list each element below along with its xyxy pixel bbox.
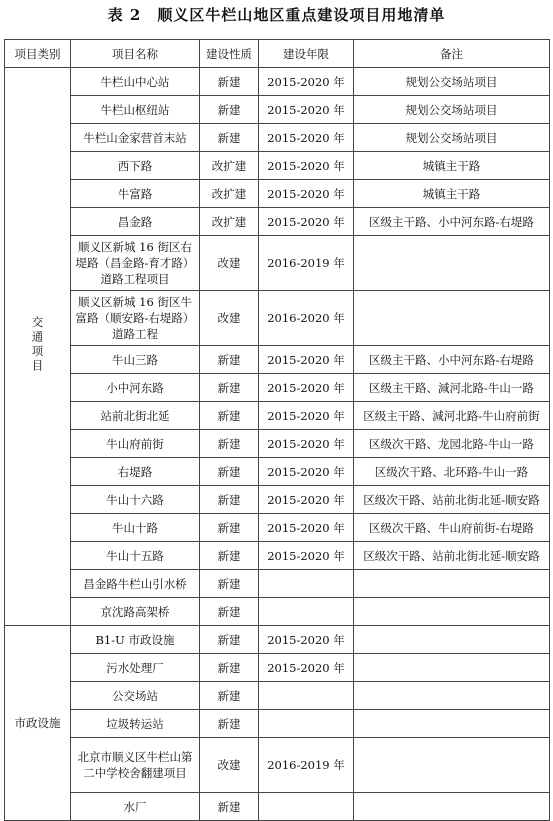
note-cell: 区级主干路、小中河东路-右堤路: [354, 346, 550, 374]
years-cell: 2015-2020 年: [259, 430, 354, 458]
note-cell: 区级次干路、站前北街北延-顺安路: [354, 486, 550, 514]
category-label: 市政设施: [14, 716, 61, 730]
note-cell: 规划公交场站项目: [354, 96, 550, 124]
nature-cell: 新建: [200, 430, 259, 458]
table-row: [5, 682, 550, 710]
years-cell: 2015-2020 年: [259, 346, 354, 374]
nature-cell: 新建: [200, 374, 259, 402]
table-body: [5, 68, 550, 821]
header-name: 项目名称: [71, 40, 200, 68]
category-cell: [5, 626, 71, 821]
note-cell: 区级次干路、北环路-牛山一路: [354, 458, 550, 486]
project-name-cell: 牛栏山枢纽站: [71, 96, 200, 124]
nature-cell: 改建: [200, 738, 259, 793]
years-cell: 2015-2020 年: [259, 514, 354, 542]
nature-cell: 新建: [200, 514, 259, 542]
project-name-cell: 牛山三路: [71, 346, 200, 374]
table-row: [5, 236, 550, 291]
table-row: [5, 738, 550, 793]
note-cell: [354, 710, 550, 738]
note-cell: [354, 291, 550, 346]
nature-cell: 新建: [200, 682, 259, 710]
table-row: [5, 152, 550, 180]
nature-cell: 新建: [200, 570, 259, 598]
project-name-cell: 牛山十路: [71, 514, 200, 542]
note-cell: 区级主干路、減河北路-牛山府前街: [354, 402, 550, 430]
years-cell: 2016-2019 年: [259, 738, 354, 793]
table-row: [5, 96, 550, 124]
nature-cell: 新建: [200, 402, 259, 430]
header-row: [5, 40, 550, 68]
nature-cell: 新建: [200, 124, 259, 152]
note-cell: 规划公交场站项目: [354, 68, 550, 96]
years-cell: 2015-2020 年: [259, 542, 354, 570]
nature-cell: 改扩建: [200, 208, 259, 236]
nature-cell: 新建: [200, 68, 259, 96]
table-row: [5, 514, 550, 542]
years-cell: [259, 570, 354, 598]
project-name-cell: 水厂: [71, 793, 200, 821]
years-cell: 2015-2020 年: [259, 180, 354, 208]
note-cell: [354, 654, 550, 682]
project-name-cell: 牛栏山中心站: [71, 68, 200, 96]
years-cell: 2015-2020 年: [259, 68, 354, 96]
note-cell: 区级主干路、減河北路-牛山一路: [354, 374, 550, 402]
table-row: [5, 346, 550, 374]
category-label: 交通项目: [30, 315, 45, 374]
years-cell: 2015-2020 年: [259, 458, 354, 486]
nature-cell: 新建: [200, 598, 259, 626]
project-name-cell: 牛富路: [71, 180, 200, 208]
table-row: [5, 458, 550, 486]
nature-cell: 改扩建: [200, 180, 259, 208]
project-name-cell: 垃圾转运站: [71, 710, 200, 738]
project-name-cell: 京沈路高架桥: [71, 598, 200, 626]
note-cell: 区级次干路、龙园北路-牛山一路: [354, 430, 550, 458]
project-name-cell: 牛栏山金家营首末站: [71, 124, 200, 152]
table-title: 表 2 顺义区牛栏山地区重点建设项目用地清单: [107, 6, 446, 24]
project-name-cell: 顺义区新城 16 街区牛富路（顺安路-右堤路）道路工程: [71, 291, 200, 346]
nature-cell: 新建: [200, 486, 259, 514]
project-name-cell: 昌金路: [71, 208, 200, 236]
nature-cell: 新建: [200, 710, 259, 738]
land-use-table: [4, 39, 550, 821]
table-row: [5, 654, 550, 682]
category-cell: [5, 68, 71, 626]
table-row: [5, 626, 550, 654]
note-cell: 规划公交场站项目: [354, 124, 550, 152]
nature-cell: 新建: [200, 626, 259, 654]
table-row: [5, 598, 550, 626]
nature-cell: 新建: [200, 96, 259, 124]
note-cell: [354, 682, 550, 710]
project-name-cell: 公交场站: [71, 682, 200, 710]
table-row: [5, 430, 550, 458]
table-row: [5, 291, 550, 346]
note-cell: 区级次干路、牛山府前街-右堤路: [354, 514, 550, 542]
note-cell: 区级次干路、站前北街北延-顺安路: [354, 542, 550, 570]
nature-cell: 新建: [200, 458, 259, 486]
nature-cell: 新建: [200, 654, 259, 682]
note-cell: [354, 626, 550, 654]
header-years: 建设年限: [259, 40, 354, 68]
table-row: [5, 68, 550, 96]
nature-cell: 新建: [200, 793, 259, 821]
years-cell: 2015-2020 年: [259, 654, 354, 682]
years-cell: 2015-2020 年: [259, 402, 354, 430]
years-cell: [259, 598, 354, 626]
years-cell: 2015-2020 年: [259, 374, 354, 402]
nature-cell: 改建: [200, 291, 259, 346]
project-name-cell: 牛山十六路: [71, 486, 200, 514]
note-cell: [354, 598, 550, 626]
nature-cell: 新建: [200, 346, 259, 374]
header-category: 项目类别: [5, 40, 71, 68]
years-cell: 2015-2020 年: [259, 486, 354, 514]
project-name-cell: 右堤路: [71, 458, 200, 486]
note-cell: 区级主干路、小中河东路-右堤路: [354, 208, 550, 236]
project-name-cell: 小中河东路: [71, 374, 200, 402]
note-cell: 城镇主干路: [354, 180, 550, 208]
years-cell: 2015-2020 年: [259, 626, 354, 654]
table-row: [5, 374, 550, 402]
project-name-cell: 污水处理厂: [71, 654, 200, 682]
table-row: [5, 180, 550, 208]
years-cell: [259, 682, 354, 710]
nature-cell: 新建: [200, 542, 259, 570]
years-cell: 2015-2020 年: [259, 96, 354, 124]
nature-cell: 改建: [200, 236, 259, 291]
note-cell: [354, 570, 550, 598]
table-row: [5, 486, 550, 514]
table-row: [5, 402, 550, 430]
project-name-cell: 牛山府前街: [71, 430, 200, 458]
project-name-cell: 顺义区新城 16 街区右堤路（昌金路-育才路）道路工程项目: [71, 236, 200, 291]
table-row: [5, 710, 550, 738]
note-cell: [354, 236, 550, 291]
project-name-cell: 昌金路牛栏山引水桥: [71, 570, 200, 598]
years-cell: 2015-2020 年: [259, 208, 354, 236]
header-note: 备注: [354, 40, 550, 68]
table-row: [5, 124, 550, 152]
project-name-cell: B1-U 市政设施: [71, 626, 200, 654]
years-cell: [259, 710, 354, 738]
project-name-cell: 牛山十五路: [71, 542, 200, 570]
project-name-cell: 北京市顺义区牛栏山第二中学校舍翻建项目: [71, 738, 200, 793]
note-cell: [354, 738, 550, 793]
table-row: [5, 570, 550, 598]
project-name-cell: 西下路: [71, 152, 200, 180]
note-cell: 城镇主干路: [354, 152, 550, 180]
nature-cell: 改扩建: [200, 152, 259, 180]
project-name-cell: 站前北街北延: [71, 402, 200, 430]
table-row: [5, 208, 550, 236]
header-nature: 建设性质: [200, 40, 259, 68]
years-cell: 2015-2020 年: [259, 124, 354, 152]
table-row: [5, 542, 550, 570]
years-cell: 2015-2020 年: [259, 152, 354, 180]
years-cell: 2016-2019 年: [259, 236, 354, 291]
years-cell: 2016-2020 年: [259, 291, 354, 346]
